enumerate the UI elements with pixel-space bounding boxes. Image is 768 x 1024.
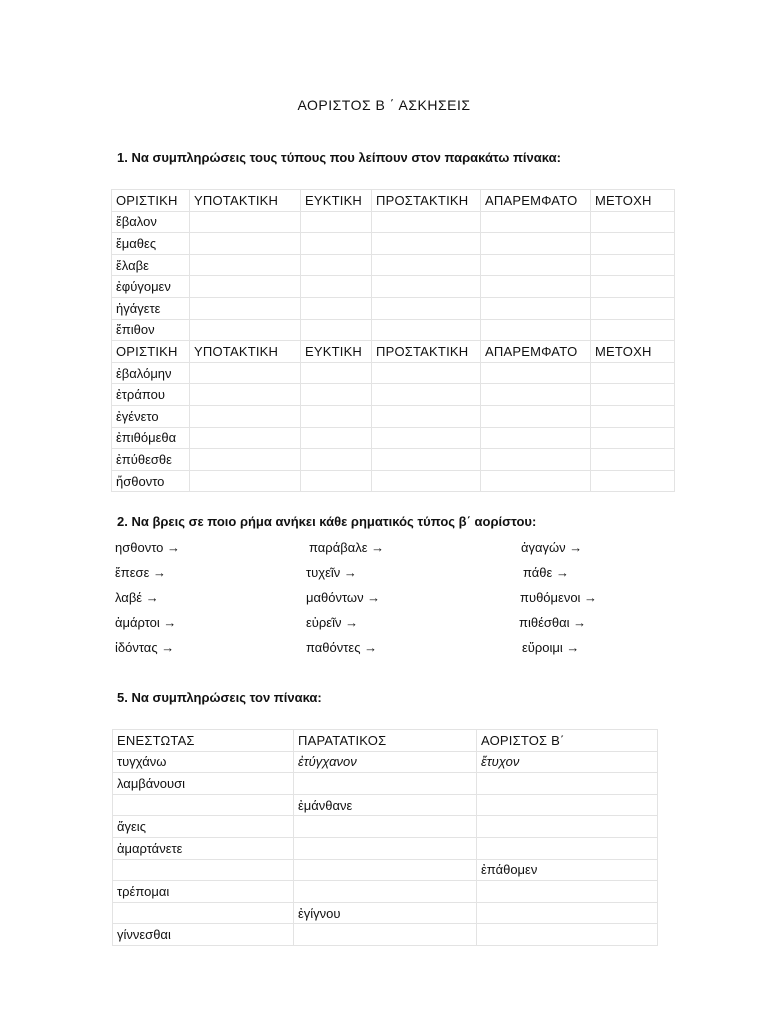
blank-cell[interactable] [301,297,372,319]
blank-cell[interactable] [591,254,675,276]
blank-cell[interactable] [190,449,301,471]
header-cell: ΠΡΟΣΤΑΚΤΙΚΗ [372,190,481,212]
page-title: ΑΟΡΙΣΤΟΣ Β ΄ ΑΣΚΗΣΕΙΣ [297,97,471,113]
verb-form-item: παράβαλε → [309,540,385,555]
blank-cell[interactable] [477,837,658,859]
verb-form-cell: ἠγάγετε [112,297,190,319]
blank-cell[interactable] [301,405,372,427]
header-cell: ΜΕΤΟΧΗ [591,190,675,212]
blank-cell[interactable] [591,470,675,492]
verb-form-item: λαβέ → [115,590,159,605]
table-header-row [112,190,675,212]
blank-cell[interactable] [301,276,372,298]
blank-cell[interactable] [190,405,301,427]
verb-form-item: ἰδόντας → [115,640,175,655]
blank-cell[interactable] [481,233,591,255]
table-row [112,405,675,427]
exercise-5-table [112,729,658,946]
blank-cell[interactable] [190,233,301,255]
table-row [113,859,658,881]
verb-form-item: ησθοντο → [115,540,181,555]
table-row [113,837,658,859]
table-row [112,211,675,233]
table-cell: γίννεσθαι [113,924,294,946]
table-cell: ἁμαρτάνετε [113,837,294,859]
table-row [112,449,675,471]
blank-cell[interactable] [477,794,658,816]
blank-cell[interactable] [190,470,301,492]
header-cell: ΕΥΚΤΙΚΗ [301,190,372,212]
verb-form-item: εὑρεῖν → [306,615,359,630]
blank-cell[interactable] [190,362,301,384]
blank-cell[interactable] [294,773,477,795]
blank-cell[interactable] [481,405,591,427]
blank-cell[interactable] [372,470,481,492]
verb-form-item: πιθέσθαι → [519,615,587,630]
blank-cell[interactable] [477,902,658,924]
blank-cell[interactable] [372,405,481,427]
verb-form-item: πάθε → [523,565,569,580]
table-row [113,924,658,946]
blank-cell[interactable] [372,319,481,341]
blank-cell[interactable] [481,276,591,298]
verb-form-item: μαθόντων → [306,590,381,605]
verb-form-item: πυθόμενοι → [520,590,598,605]
blank-cell[interactable] [301,254,372,276]
blank-cell[interactable] [301,211,372,233]
verb-form-cell: ἐπύθεσθε [112,449,190,471]
blank-cell[interactable] [477,881,658,903]
table-cell: ἄγεις [113,816,294,838]
verb-form-cell: ἐπιθόμεθα [112,427,190,449]
table-row [112,362,675,384]
exercise-1-table [111,189,675,492]
verb-form-cell: ἤσθοντο [112,470,190,492]
blank-cell[interactable] [591,319,675,341]
blank-cell[interactable] [113,859,294,881]
table-row [113,881,658,903]
blank-cell[interactable] [301,233,372,255]
table-row [112,254,675,276]
table-cell: ἐτύγχανον [294,751,477,773]
blank-cell[interactable] [301,449,372,471]
table-row [113,902,658,924]
blank-cell[interactable] [190,427,301,449]
blank-cell[interactable] [481,362,591,384]
header-cell: ΟΡΙΣΤΙΚΗ [112,341,190,363]
blank-cell[interactable] [294,837,477,859]
blank-cell[interactable] [294,881,477,903]
blank-cell[interactable] [477,816,658,838]
table-cell: λαμβάνουσι [113,773,294,795]
blank-cell[interactable] [294,816,477,838]
blank-cell[interactable] [591,276,675,298]
blank-cell[interactable] [372,254,481,276]
blank-cell[interactable] [372,211,481,233]
table-header-row [113,730,658,752]
blank-cell[interactable] [190,254,301,276]
table-row [112,319,675,341]
table-cell: ἐγίγνου [294,902,477,924]
blank-cell[interactable] [481,319,591,341]
header-cell: ΥΠΟΤΑΚΤΙΚΗ [190,341,301,363]
verb-form-item: ἔπεσε → [115,565,166,580]
verb-form-cell: ἔλαβε [112,254,190,276]
table-cell: τρέπομαι [113,881,294,903]
blank-cell[interactable] [294,924,477,946]
blank-cell[interactable] [481,384,591,406]
blank-cell[interactable] [372,449,481,471]
verb-form-cell: ἔμαθες [112,233,190,255]
verb-form-cell: ἔπιθον [112,319,190,341]
blank-cell[interactable] [481,470,591,492]
header-cell: ΕΥΚΤΙΚΗ [301,341,372,363]
blank-cell[interactable] [190,276,301,298]
blank-cell[interactable] [372,276,481,298]
table-cell: ἐμάνθανε [294,794,477,816]
verb-form-cell: ἐγένετο [112,405,190,427]
table-row [113,794,658,816]
table-cell: ἐπάθομεν [477,859,658,881]
blank-cell[interactable] [372,427,481,449]
table-row [113,751,658,773]
header-cell: ΜΕΤΟΧΗ [591,341,675,363]
blank-cell[interactable] [372,362,481,384]
table-row [112,384,675,406]
blank-cell[interactable] [294,859,477,881]
blank-cell[interactable] [301,319,372,341]
table-row [112,233,675,255]
blank-cell[interactable] [477,773,658,795]
blank-cell[interactable] [301,470,372,492]
verb-form-item: παθόντες → [306,640,378,655]
verb-form-item: ἀγαγών → [521,540,583,555]
blank-cell[interactable] [372,384,481,406]
blank-cell[interactable] [190,384,301,406]
blank-cell[interactable] [113,902,294,924]
header-cell: ΕΝΕΣΤΩΤΑΣ [113,730,294,752]
exercise-1-heading: 1. Να συμπληρώσεις τους τύπους που λείπουν στον παρακάτω πίνακα: [117,150,561,165]
blank-cell[interactable] [113,794,294,816]
header-cell: ΑΟΡΙΣΤΟΣ Β΄ [477,730,658,752]
blank-cell[interactable] [591,297,675,319]
header-cell: ΑΠΑΡΕΜΦΑΤΟ [481,341,591,363]
blank-cell[interactable] [190,319,301,341]
verb-form-item: τυχεῖν → [306,565,357,580]
header-cell: ΥΠΟΤΑΚΤΙΚΗ [190,190,301,212]
blank-cell[interactable] [301,362,372,384]
blank-cell[interactable] [481,427,591,449]
blank-cell[interactable] [481,449,591,471]
blank-cell[interactable] [477,924,658,946]
blank-cell[interactable] [301,384,372,406]
table-row [112,276,675,298]
blank-cell[interactable] [591,362,675,384]
verb-form-cell: ἐτράπου [112,384,190,406]
blank-cell[interactable] [591,233,675,255]
table-row [113,816,658,838]
verb-form-cell: ἐφύγομεν [112,276,190,298]
table-cell: τυγχάνω [113,751,294,773]
exercise-2-heading: 2. Να βρεις σε ποιο ρήμα ανήκει κάθε ρηματικός τύπος β΄ αορίστου: [117,514,537,529]
verb-form-cell: ἔβαλον [112,211,190,233]
verb-form-cell: ἐβαλόμην [112,362,190,384]
blank-cell[interactable] [591,211,675,233]
header-cell: ΟΡΙΣΤΙΚΗ [112,190,190,212]
blank-cell[interactable] [591,384,675,406]
header-cell: ΠΡΟΣΤΑΚΤΙΚΗ [372,341,481,363]
table-row [113,773,658,795]
table-row [112,470,675,492]
table-header-row [112,341,675,363]
verb-form-item: ἁμάρτοι → [115,615,177,630]
table-row [112,427,675,449]
table-row [112,297,675,319]
blank-cell[interactable] [301,427,372,449]
blank-cell[interactable] [372,297,481,319]
blank-cell[interactable] [481,211,591,233]
blank-cell[interactable] [481,297,591,319]
table-cell: ἔτυχον [477,751,658,773]
blank-cell[interactable] [481,254,591,276]
blank-cell[interactable] [190,211,301,233]
exercise-5-heading: 5. Να συμπληρώσεις τον πίνακα: [117,690,322,705]
blank-cell[interactable] [591,405,675,427]
header-cell: ΑΠΑΡΕΜΦΑΤΟ [481,190,591,212]
blank-cell[interactable] [591,449,675,471]
blank-cell[interactable] [190,297,301,319]
header-cell: ΠΑΡΑΤΑΤΙΚΟΣ [294,730,477,752]
blank-cell[interactable] [591,427,675,449]
verb-form-item: εὕροιμι → [522,640,580,655]
blank-cell[interactable] [372,233,481,255]
